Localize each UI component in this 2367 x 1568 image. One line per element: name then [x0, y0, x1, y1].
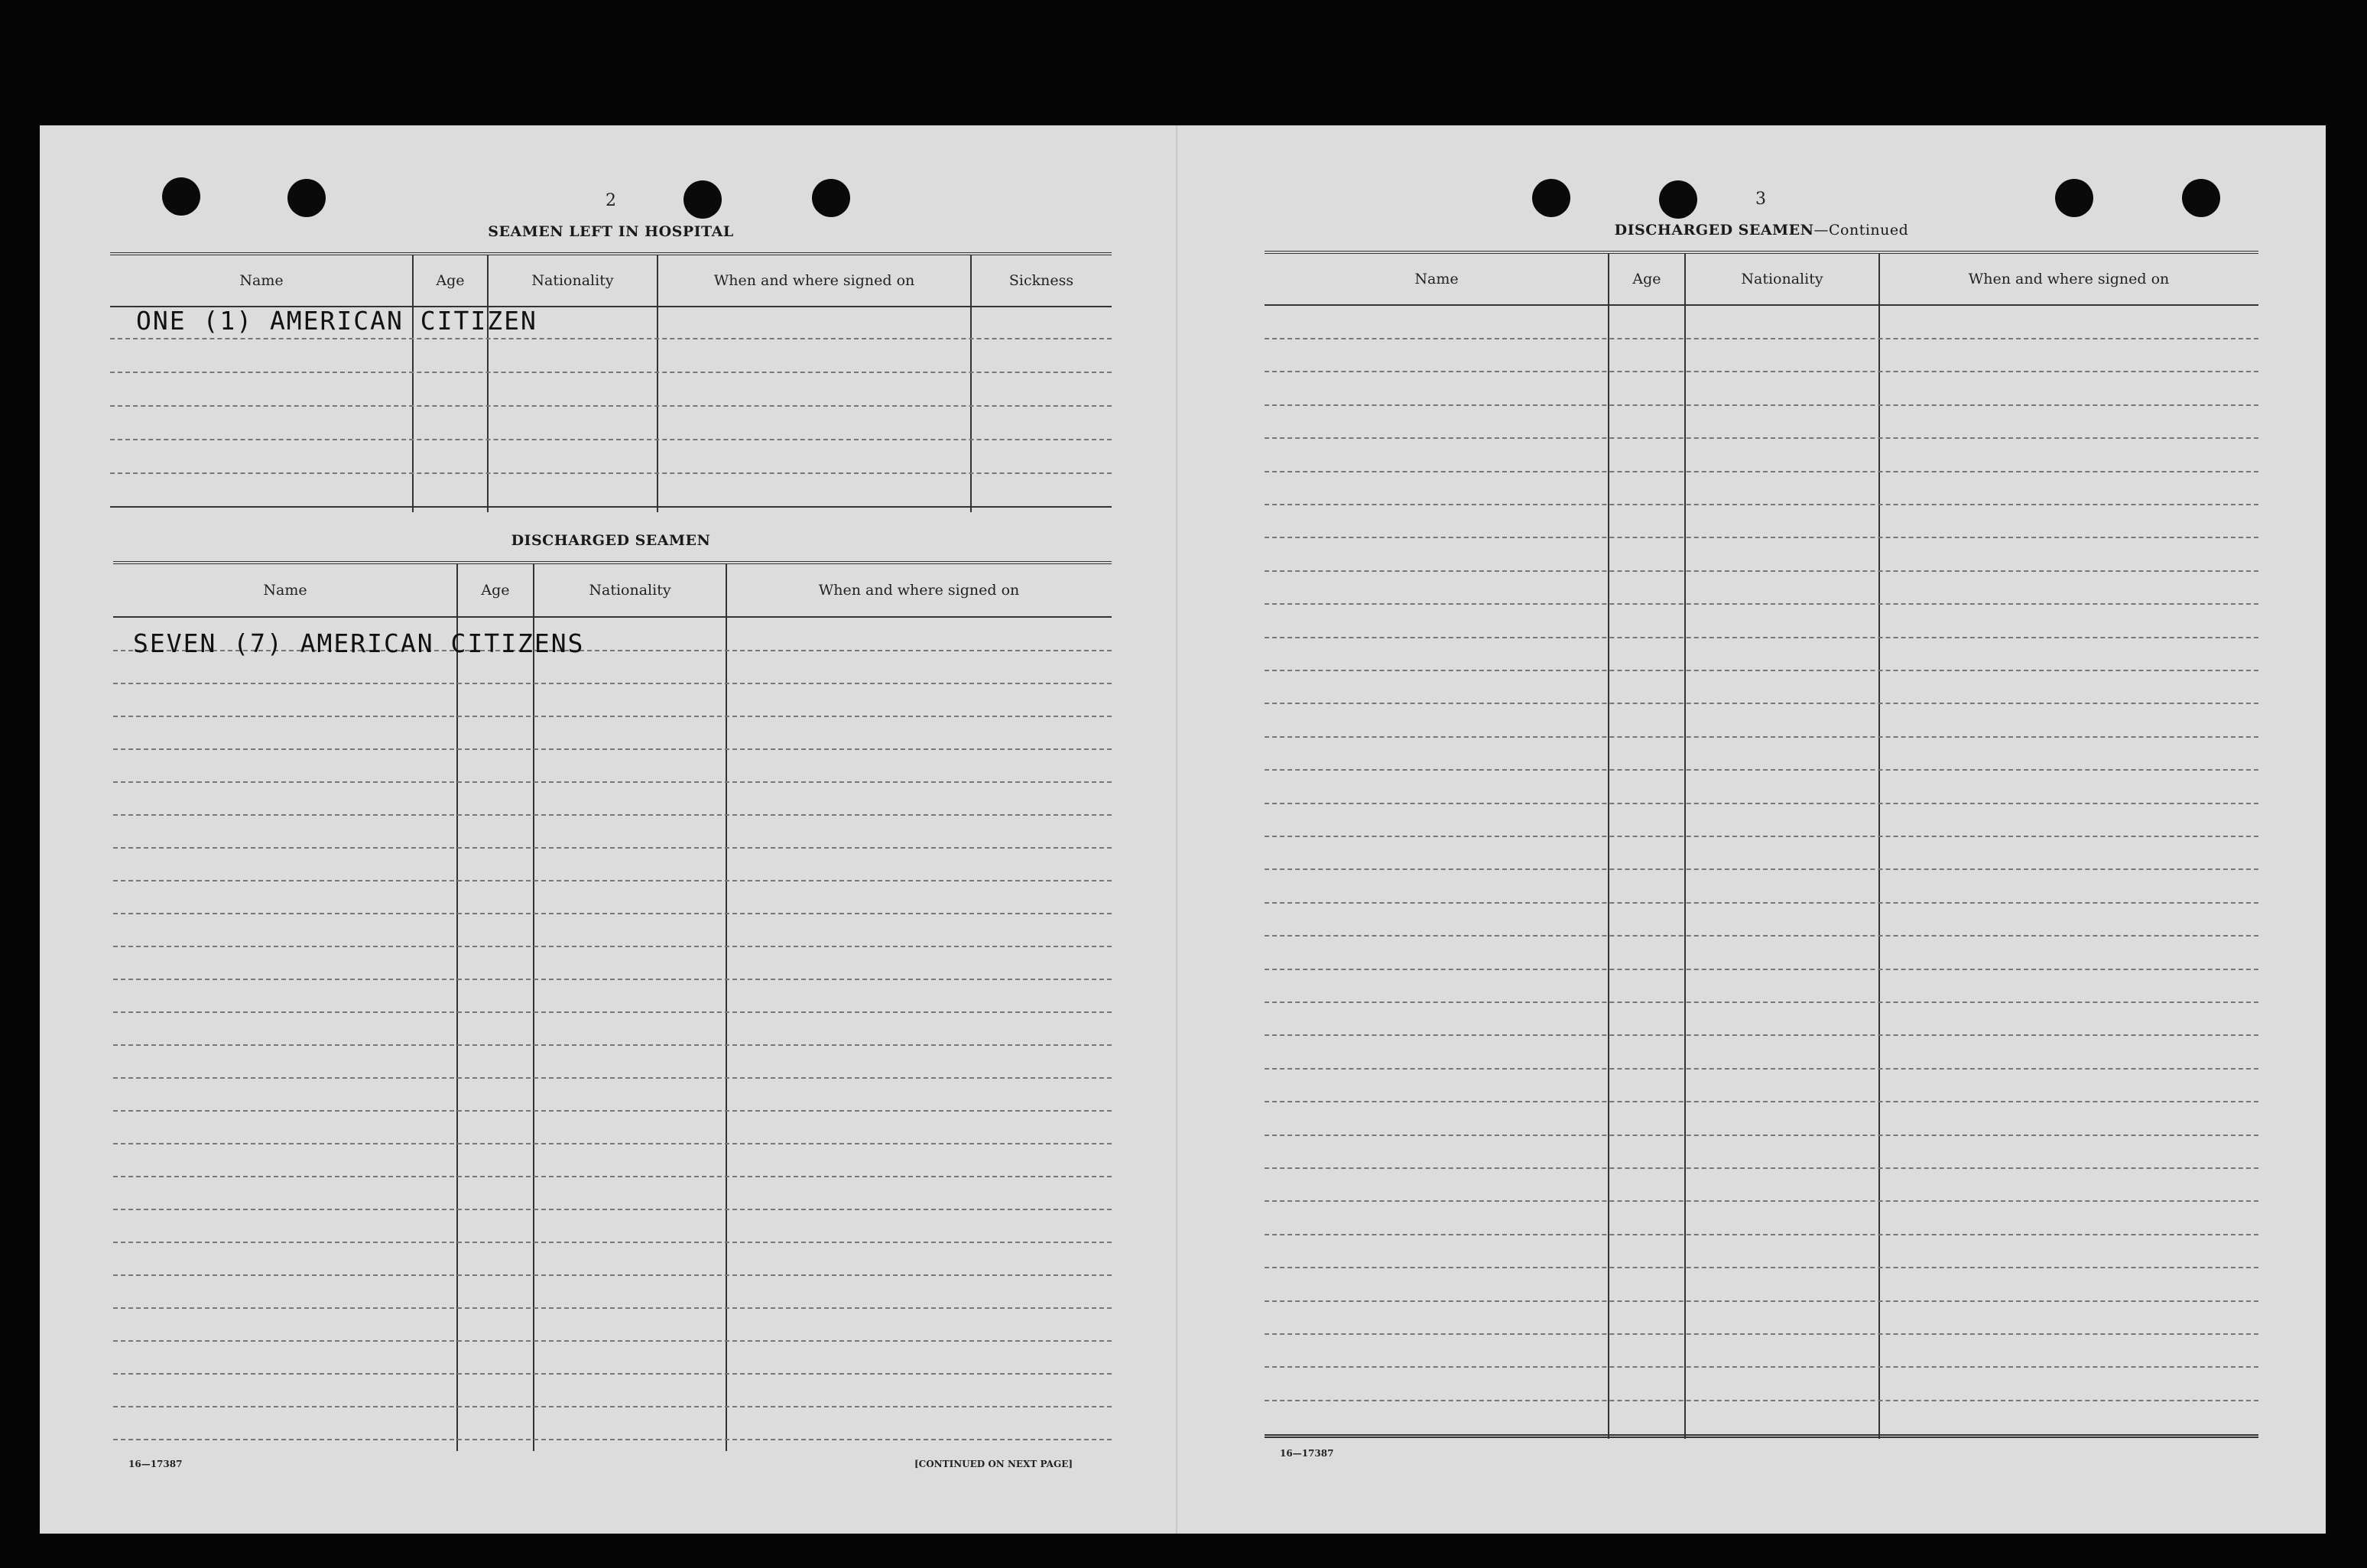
column-header-name: Name — [263, 582, 307, 599]
column-header-name: Name — [239, 272, 284, 289]
ruled-line — [113, 1143, 1112, 1144]
punch-hole — [287, 179, 326, 217]
column-header-nationality: Nationality — [589, 582, 671, 599]
ruled-line — [1265, 504, 2258, 505]
ruled-line — [1265, 570, 2258, 572]
section-title-hospital: SEAMEN LEFT IN HOSPITAL — [488, 223, 734, 240]
typed-entry-discharged: SEVEN (7) AMERICAN CITIZENS — [133, 628, 585, 658]
column-header-signed-on: When and where signed on — [1968, 271, 2170, 287]
ruled-line — [1265, 1200, 2258, 1202]
ruled-line — [1265, 637, 2258, 638]
ruled-line — [110, 405, 1112, 407]
ruled-line — [1265, 935, 2258, 937]
section-title-discharged: DISCHARGED SEAMEN — [511, 532, 711, 549]
ruled-line — [1265, 1267, 2258, 1268]
column-header-age: Age — [1632, 271, 1661, 287]
ruled-line — [1265, 703, 2258, 704]
ruled-line — [1265, 1002, 2258, 1003]
ruled-line — [113, 1373, 1112, 1375]
ruled-line — [113, 1274, 1112, 1276]
ruled-line — [1265, 769, 2258, 771]
punch-hole — [1659, 180, 1697, 219]
section-title-discharged-continued — [1265, 222, 2258, 239]
ruled-line — [1265, 902, 2258, 904]
ruled-line — [1265, 404, 2258, 406]
column-header-signed-on: When and where signed on — [818, 582, 1020, 599]
ruled-line — [1265, 670, 2258, 671]
ruled-line — [1265, 537, 2258, 538]
ruled-line — [113, 847, 1112, 849]
column-header-sickness: Sickness — [1008, 272, 1074, 289]
ruled-line — [113, 979, 1112, 980]
discharged-table — [113, 561, 1112, 1448]
hospital-table — [110, 252, 1112, 509]
continued-note: [CONTINUED ON NEXT PAGE] — [914, 1459, 1073, 1469]
column-header-age: Age — [436, 272, 465, 289]
column-header-signed-on: When and where signed on — [713, 272, 915, 289]
ruled-line — [1265, 437, 2258, 439]
ruled-line — [113, 1406, 1112, 1407]
ruled-line — [1265, 836, 2258, 837]
page-number: 2 — [606, 191, 616, 210]
ruled-line — [1265, 1366, 2258, 1368]
ruled-line — [113, 946, 1112, 947]
punch-hole — [812, 179, 850, 217]
ruled-line — [113, 781, 1112, 783]
ruled-line — [110, 472, 1112, 474]
ruled-line — [113, 880, 1112, 881]
ruled-line — [110, 338, 1112, 339]
punch-hole — [1532, 179, 1570, 217]
ruled-line — [1265, 471, 2258, 472]
ruled-line — [113, 913, 1112, 914]
ruled-line — [1265, 371, 2258, 372]
ruled-line — [113, 716, 1112, 717]
form-number: 16—17387 — [1280, 1448, 1334, 1459]
ruled-line — [113, 814, 1112, 816]
ruled-line — [113, 1209, 1112, 1210]
title-main: DISCHARGED SEAMEN — [1614, 222, 1814, 239]
ruled-line — [113, 1044, 1112, 1046]
ruled-line — [1265, 736, 2258, 738]
ruled-line — [113, 1242, 1112, 1243]
column-header-name: Name — [1414, 271, 1459, 287]
ruled-line — [1265, 1300, 2258, 1302]
ruled-line — [113, 683, 1112, 684]
closing-rule — [1265, 1434, 2258, 1438]
ruled-line — [1265, 603, 2258, 605]
punch-hole — [2182, 179, 2220, 217]
ruled-line — [1265, 338, 2258, 339]
column-header-nationality: Nationality — [1741, 271, 1823, 287]
ruled-line — [1265, 1400, 2258, 1401]
punch-hole — [162, 177, 200, 216]
typed-entry-hospital: ONE (1) AMERICAN CITIZEN — [136, 306, 537, 336]
ruled-line — [113, 1077, 1112, 1079]
ruled-line — [113, 1307, 1112, 1309]
ruled-line — [1265, 1068, 2258, 1070]
ruled-line — [113, 1176, 1112, 1177]
ruled-line — [1265, 803, 2258, 804]
ruled-line — [1265, 1333, 2258, 1335]
ruled-line — [1265, 868, 2258, 870]
punch-hole — [683, 180, 722, 219]
ruled-line — [110, 372, 1112, 373]
ruled-line — [110, 439, 1112, 440]
page-number: 3 — [1755, 190, 1766, 209]
column-header-nationality: Nationality — [531, 272, 614, 289]
punch-hole — [2055, 179, 2093, 217]
ruled-line — [113, 748, 1112, 750]
ruled-line — [1265, 1101, 2258, 1102]
ruled-line — [113, 1340, 1112, 1342]
ruled-line — [1265, 1135, 2258, 1136]
title-continued: —Continued — [1813, 222, 1909, 239]
ruled-line — [1265, 1234, 2258, 1235]
page-fold — [1176, 125, 1177, 1534]
ruled-line — [113, 1110, 1112, 1112]
discharged-continued-table — [1265, 251, 2258, 1437]
ruled-line — [1265, 969, 2258, 970]
form-number: 16—17387 — [128, 1459, 183, 1469]
ruled-line — [1265, 1167, 2258, 1169]
column-header-age: Age — [481, 582, 510, 599]
ruled-line — [113, 1011, 1112, 1013]
ruled-line — [113, 1439, 1112, 1440]
ruled-line — [1265, 1034, 2258, 1036]
ruled-line — [110, 506, 1112, 508]
